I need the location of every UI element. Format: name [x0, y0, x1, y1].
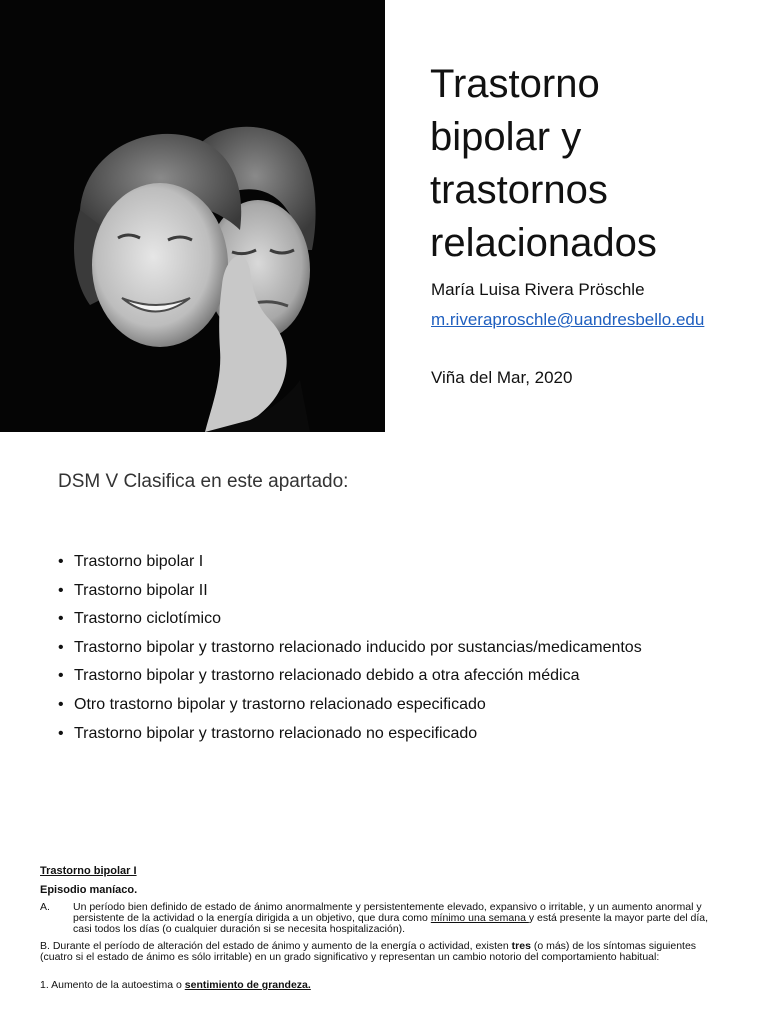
list-item-text: Trastorno bipolar I	[74, 553, 204, 570]
slide-heading: DSM V Clasifica en este apartado:	[58, 471, 349, 492]
list-item-text: Otro trastorno bipolar y trastorno relacionado especificado	[74, 695, 486, 713]
symptom-text-emphasis: sentimiento de grandeza.	[184, 979, 311, 991]
list-item-text: Trastorno ciclotímico	[74, 610, 221, 628]
list-item-text: Trastorno bipolar II	[74, 581, 208, 599]
two-faces-illustration	[0, 0, 385, 432]
symptom-text: 1. Aumento de la autoestima o	[40, 979, 185, 991]
bipolar-i-slide	[0, 866, 768, 1024]
title-line: Trastorno	[430, 62, 600, 106]
symptom-item	[40, 980, 720, 991]
bullet-icon: •	[58, 695, 64, 713]
list-item	[58, 605, 642, 634]
bullet-icon: •	[58, 553, 64, 570]
bullet-icon: •	[58, 581, 64, 599]
bullet-icon: •	[58, 667, 64, 685]
criterion-text-part: y está presente la mayor parte del día, casi todos los días (o cualquier duración si se necesita hospitalización).	[73, 912, 709, 935]
title-line: trastornos	[430, 168, 608, 212]
list-item	[58, 577, 642, 606]
bullet-icon: •	[58, 724, 64, 742]
classification-list	[58, 548, 642, 748]
list-item	[58, 662, 642, 691]
criterion-text-part: B. Durante el período de alteración del estado de ánimo y aumento de la energía o actividad, existen	[40, 940, 512, 952]
section-title: Trastorno bipolar I	[40, 866, 137, 877]
list-item	[58, 548, 642, 577]
author-name: María Luisa Rivera Pröschle	[431, 280, 645, 299]
title-line: bipolar y	[430, 115, 582, 159]
criterion-text-part: (o más) de los síntomas siguientes (cuatro si el estado de ánimo es sólo irritable) en un grado significativo y representan un cambio notorio del comportamiento habitual:	[40, 940, 697, 963]
place-date: Viña del Mar, 2020	[431, 368, 573, 387]
criterion-text-underlined: mínimo una semana	[430, 912, 529, 924]
criterion-label: A.	[40, 901, 50, 913]
list-item	[58, 634, 642, 663]
list-item-text: Trastorno bipolar y trastorno relacionado inducido por sustancias/medicamentos	[74, 638, 642, 656]
title-line: relacionados	[430, 221, 657, 265]
presentation-title	[430, 58, 750, 270]
bullet-icon: •	[58, 610, 64, 628]
list-item-text: Trastorno bipolar y trastorno relacionado debido a otra afección médica	[74, 667, 580, 685]
section-subtitle: Episodio maníaco.	[40, 884, 138, 896]
criterion-text	[73, 902, 728, 935]
criterion-text-bold: tres	[511, 940, 531, 952]
list-item	[58, 691, 642, 720]
classification-slide	[0, 433, 768, 865]
portrait-photo	[0, 0, 385, 432]
criterion-text-part: Un período bien definido de estado de ánimo anormalmente y persistentemente elevado, expansivo o irritable, y un aumento anormal y persistente de la actividad o la energía dirigida a un objetivo, que dura como	[73, 901, 702, 924]
title-slide	[0, 0, 768, 432]
criterion-b	[40, 941, 730, 963]
bullet-icon: •	[58, 638, 64, 656]
list-item-text: Trastorno bipolar y trastorno relacionado no especificado	[74, 724, 478, 742]
author-email-link[interactable]: m.riveraproschle@uandresbello.edu	[431, 310, 705, 329]
list-item	[58, 720, 642, 749]
